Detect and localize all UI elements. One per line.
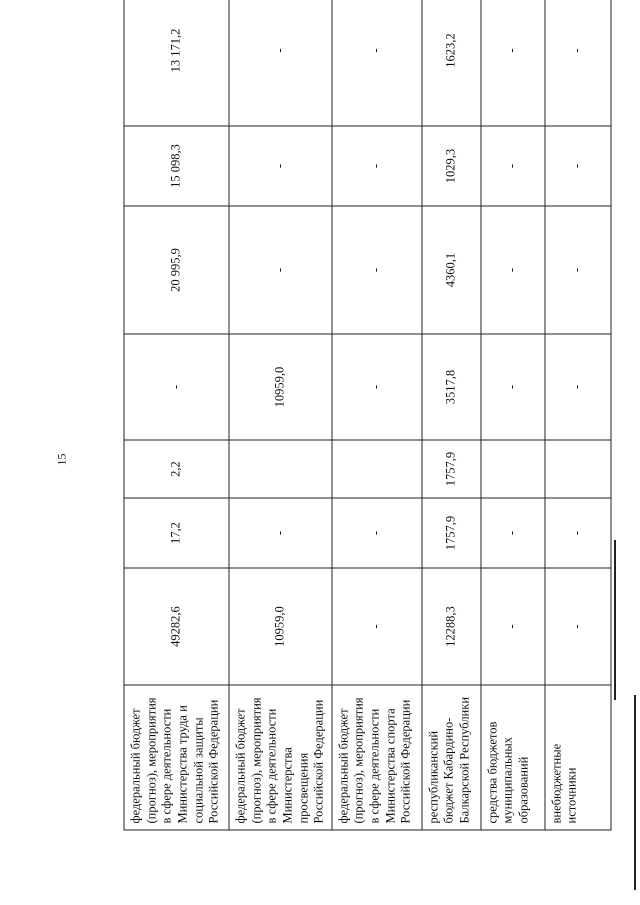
cell-value: 10959,0: [229, 334, 332, 440]
row-label: федеральный бюджет (прогноз), мероприятия в сфере деятельности Министерства труда и социальной защиты Российской Федерации: [124, 685, 229, 830]
table-row: [544, 0, 610, 830]
cell-value: 15 098,3: [124, 126, 229, 206]
cell-value: 10959,0: [229, 568, 332, 685]
cell-value: -: [544, 206, 610, 334]
table-row: [480, 0, 544, 830]
margin-line: [614, 540, 616, 700]
row-label: федеральный бюджет (прогноз), мероприятия в сфере деятельности Министерства просвещения Российской Федерации: [229, 685, 332, 830]
row-label: республиканский бюджет Кабардино-Балкарской Республики: [421, 685, 480, 830]
cell-value: -: [544, 498, 610, 568]
row-label: федеральный бюджет (прогноз), мероприятия в сфере деятельности Министерства спорта Российской Федерации: [331, 685, 421, 830]
cell-value: 1623,2: [421, 0, 480, 126]
cell-value: -: [331, 0, 421, 126]
margin-line: [634, 695, 636, 890]
row-label: средства бюджетов муниципальных образований: [480, 685, 544, 830]
cell-value: -: [544, 0, 610, 126]
cell-value: 13 171,2: [124, 0, 229, 126]
cell-value: 17,2: [124, 498, 229, 568]
cell-value: -: [229, 0, 332, 126]
cell-value: -: [229, 206, 332, 334]
cell-value: 12288,3: [421, 568, 480, 685]
cell-value: [331, 440, 421, 498]
cell-value: -: [331, 206, 421, 334]
table-row: [124, 0, 229, 830]
table-row: [331, 0, 421, 830]
cell-value: 49282,6: [124, 568, 229, 685]
cell-value: -: [544, 568, 610, 685]
cell-value: -: [544, 126, 610, 206]
cell-value: 3517,8: [421, 334, 480, 440]
cell-value: 2,2: [124, 440, 229, 498]
row-label: внебюджетные источники: [544, 685, 610, 830]
cell-value: -: [331, 334, 421, 440]
cell-value: -: [124, 334, 229, 440]
cell-value: 1757,9: [421, 498, 480, 568]
cell-value: 1029,3: [421, 126, 480, 206]
budget-table: [123, 0, 611, 830]
cell-value: 4360,1: [421, 206, 480, 334]
cell-value: 20 995,9: [124, 206, 229, 334]
cell-value: [544, 440, 610, 498]
budget-table-container: [123, 0, 593, 830]
cell-value: -: [544, 334, 610, 440]
cell-value: [480, 440, 544, 498]
cell-value: [229, 440, 332, 498]
cell-value: -: [480, 498, 544, 568]
cell-value: -: [480, 334, 544, 440]
table-row: [421, 0, 480, 830]
cell-value: -: [480, 0, 544, 126]
cell-value: -: [480, 568, 544, 685]
cell-value: -: [331, 568, 421, 685]
cell-value: -: [331, 498, 421, 568]
cell-value: -: [229, 498, 332, 568]
cell-value: -: [229, 126, 332, 206]
cell-value: -: [480, 206, 544, 334]
page-number: 15: [54, 453, 69, 466]
cell-value: 1757,9: [421, 440, 480, 498]
cell-value: -: [331, 126, 421, 206]
table-row: [229, 0, 332, 830]
cell-value: -: [480, 126, 544, 206]
